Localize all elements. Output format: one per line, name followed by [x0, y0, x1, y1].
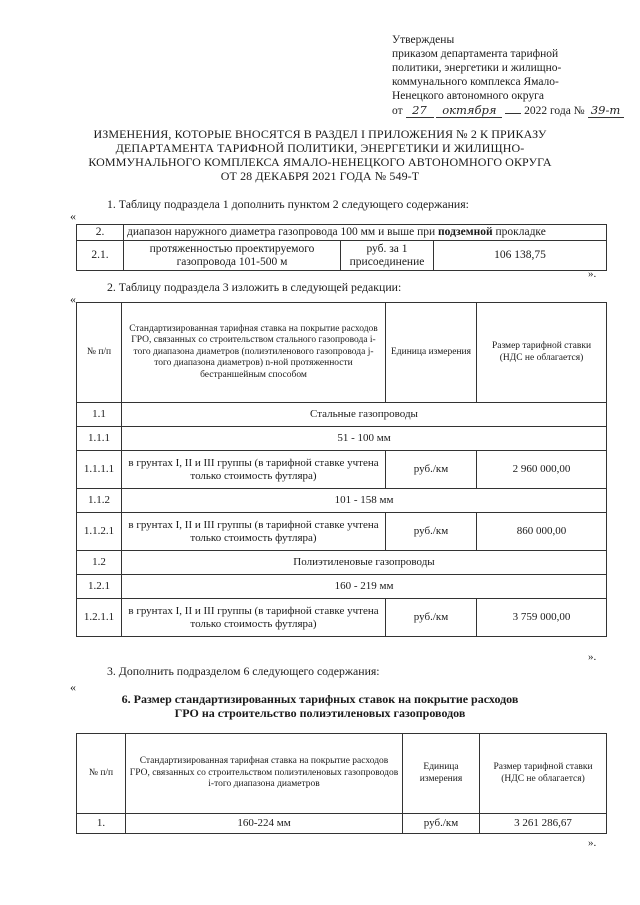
table-row [77, 551, 607, 575]
t3-header-unit: Единица измерения [403, 734, 480, 814]
date-underline [505, 113, 521, 114]
t2-num: 1.1.1 [77, 427, 122, 451]
t2-value: 860 000,00 [477, 513, 607, 551]
table-3 [76, 733, 607, 834]
t3-value: 3 261 286,67 [480, 814, 607, 834]
approval-line: Ненецкого автономного округа [392, 90, 544, 102]
table-row [77, 403, 607, 427]
t2-num: 1.2.1.1 [77, 599, 122, 637]
t2-header-rate: Размер тарифной ставки (НДС не облагается) [477, 303, 607, 403]
t1-value: 106 138,75 [434, 241, 607, 271]
t2-num: 1.1.2.1 [77, 513, 122, 551]
table-row [77, 225, 607, 241]
approval-date-line [392, 103, 632, 118]
t1-text-after: прокладке [495, 226, 546, 238]
t2-header-desc: Стандартизированная тарифная ставка на покрытие расходов ГРО, связанных со строительством стального газопровода i-того диапазона диаметров (полиэтиленового газопровода j-того диапазона диаметров) n-ной протяженности бестраншейным способом [122, 303, 386, 403]
t1-text-before: диапазон наружного диаметра газопровода 100 мм и выше при [127, 226, 436, 238]
t2-span: Стальные газопроводы [122, 403, 607, 427]
approval-line: политики, энергетики и жилищно- [392, 62, 562, 74]
item-2-text: 2. Таблицу подраздела 3 изложить в следующей редакции: [107, 280, 402, 294]
table-row [77, 489, 607, 513]
table-row [77, 599, 607, 637]
approval-month: октября [436, 103, 502, 118]
approval-day: 27 [406, 103, 434, 118]
document-title [20, 127, 620, 183]
t2-desc: в грунтах I, II и III группы (в тарифной ставке учтена только стоимость футляра) [122, 513, 386, 551]
quote-close: ». [588, 651, 597, 663]
table-row [77, 427, 607, 451]
t2-num: 1.2.1 [77, 575, 122, 599]
t2-num: 1.1.1.1 [77, 451, 122, 489]
section-6-title [60, 692, 580, 720]
t3-unit: руб./км [403, 814, 480, 834]
section-6-title-line: 6. Размер стандартизированных тарифных ставок на покрытие расходов [121, 692, 519, 706]
t2-unit: руб./км [386, 599, 477, 637]
t2-unit: руб./км [386, 513, 477, 551]
t2-num: 1.1.2 [77, 489, 122, 513]
t1-num: 2. [77, 225, 124, 241]
quote-close: ». [588, 837, 597, 849]
t1-desc: протяженностью проектируемого газопровода 101-500 м [124, 241, 341, 271]
t3-desc: 160-224 мм [126, 814, 403, 834]
t1-unit: руб. за 1 присоединение [341, 241, 434, 271]
table-row [77, 575, 607, 599]
table-row [77, 814, 607, 834]
table-row [77, 241, 607, 271]
item-1-text: 1. Таблицу подраздела 1 дополнить пунктом 2 следующего содержания: [107, 197, 469, 211]
approval-line: коммунального комплекса Ямало- [392, 76, 559, 88]
t2-span: 160 - 219 мм [122, 575, 607, 599]
table-row [77, 513, 607, 551]
t2-desc: в грунтах I, II и III группы (в тарифной ставке учтена только стоимость футляра) [122, 599, 386, 637]
t2-value: 3 759 000,00 [477, 599, 607, 637]
t3-header-rate: Размер тарифной ставки (НДС не облагается) [480, 734, 607, 814]
item-3-text: 3. Дополнить подразделом 6 следующего содержания: [107, 664, 380, 678]
t3-num: 1. [77, 814, 126, 834]
approval-line: Утверждены [392, 34, 455, 46]
approval-block [392, 33, 632, 118]
date-from-label: от [392, 105, 403, 117]
approval-line: приказом департамента тарифной [392, 48, 559, 60]
approval-year: 2022 года № [524, 105, 585, 117]
table-2 [76, 302, 607, 637]
t2-num: 1.1 [77, 403, 122, 427]
t1-bold-word: подземной [438, 226, 493, 238]
t2-span: 51 - 100 мм [122, 427, 607, 451]
quote-open: « [70, 680, 76, 694]
t2-desc: в грунтах I, II и III группы (в тарифной ставке учтена только стоимость футляра) [122, 451, 386, 489]
quote-open: « [70, 292, 76, 306]
title-line: ИЗМЕНЕНИЯ, КОТОРЫЕ ВНОСЯТСЯ В РАЗДЕЛ I ПРИЛОЖЕНИЯ № 2 К ПРИКАЗУ [93, 127, 547, 141]
t2-unit: руб./км [386, 451, 477, 489]
t2-value: 2 960 000,00 [477, 451, 607, 489]
table-row [77, 451, 607, 489]
quote-close: ». [588, 268, 597, 280]
title-line: ОТ 28 ДЕКАБРЯ 2021 ГОДА № 549-Т [220, 169, 420, 183]
t2-header-num: № п/п [77, 303, 122, 403]
table-1 [76, 224, 607, 271]
t1-num: 2.1. [77, 241, 124, 271]
title-line: КОММУНАЛЬНОГО КОМПЛЕКСА ЯМАЛО-НЕНЕЦКОГО АВТОНОМНОГО ОКРУГА [88, 155, 552, 169]
quote-open: « [70, 209, 76, 223]
t3-header-desc: Стандартизированная тарифная ставка на покрытие расходов ГРО, связанных со строительством полиэтиленовых газопроводов i-того диапазона диаметров [126, 734, 403, 814]
t2-span: 101 - 158 мм [122, 489, 607, 513]
table-header-row [77, 303, 607, 403]
approval-number: 39-т [588, 103, 624, 118]
t2-num: 1.2 [77, 551, 122, 575]
t2-span: Полиэтиленовые газопроводы [122, 551, 607, 575]
title-line: ДЕПАРТАМЕНТА ТАРИФНОЙ ПОЛИТИКИ, ЭНЕРГЕТИКИ И ЖИЛИЩНО- [115, 141, 525, 155]
table-header-row [77, 734, 607, 814]
t3-header-num: № п/п [77, 734, 126, 814]
t1-range-cell [124, 225, 607, 241]
t2-header-unit: Единица измерения [386, 303, 477, 403]
section-6-title-line: ГРО на строительство полиэтиленовых газопроводов [174, 706, 466, 720]
